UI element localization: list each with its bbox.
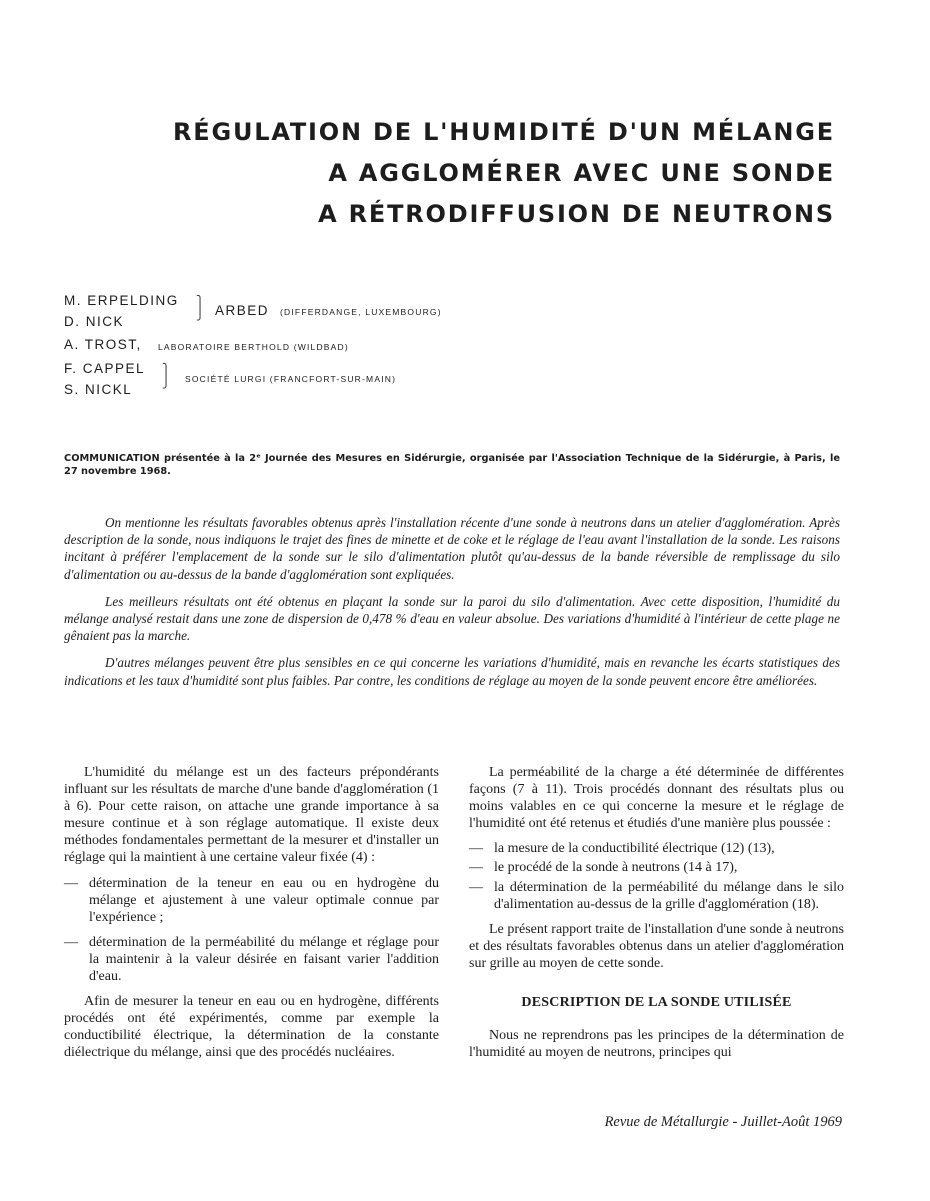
affiliation-berthold: LABORATOIRE BERTHOLD (WILDBAD) xyxy=(158,342,349,352)
abstract xyxy=(64,514,840,699)
abstract-paragraph: Les meilleurs résultats ont été obtenus en plaçant la sonde sur la paroi du silo d'alimentation. Avec cette disposition, l'humidité du mélange analysé restait dans une zone de dispersion de 0,478 % d'eau en valeur absolue. Des variations d'humidité à l'intérieur de cette plage ne gênaient pas la marche. xyxy=(64,593,840,644)
section-heading: DESCRIPTION DE LA SONDE UTILISÉE xyxy=(521,995,792,1011)
affiliation-arbed: ARBED xyxy=(215,303,270,318)
author-nickl: S. NICKL xyxy=(64,382,133,397)
list-item xyxy=(64,875,439,926)
list-item xyxy=(64,934,439,985)
title-line-2: A AGGLOMÉRER AVEC UNE SONDE xyxy=(328,159,835,187)
author-cappel: F. CAPPEL xyxy=(64,361,146,376)
dash-marker: — xyxy=(64,875,78,891)
author-erpelding: M. ERPELDING xyxy=(64,293,179,308)
brace-icon: ⎫ ⎭ xyxy=(162,363,171,389)
body-paragraph: L'humidité du mélange est un des facteurs prépondérants influant sur les résultats de marche d'une bande d'agglomération (1 à 6). Pour cette raison, on attache une grande importance à sa mesure continue et à son réglage automatique. Il existe deux méthodes fondamentales permettant de la mesurer et d'installer un réglage qui la maintient à une certaine valeur fixée (4) : xyxy=(64,765,439,866)
list-item xyxy=(469,879,844,913)
journal-footer: Revue de Métallurgie - Juillet-Août 1969 xyxy=(604,1114,842,1130)
article-title xyxy=(140,112,835,235)
list-item xyxy=(469,840,844,857)
list-item-text: détermination de la perméabilité du mélange et réglage pour la maintenir à la valeur désirée en faisant varier l'addition d'eau. xyxy=(89,934,439,985)
method-list xyxy=(64,875,439,986)
author-trost: A. TROST, xyxy=(64,337,142,352)
affiliation-arbed-place: (DIFFERDANGE, LUXEMBOURG) xyxy=(280,307,442,317)
body-paragraph: La perméabilité de la charge a été déterminée de différentes façons (7 à 11). Trois procédés donnant des résultats plus ou moins valables en ce qui concerne la mesure et le réglage de l'humidité ont été retenus et étudiés d'une manière plus poussée : xyxy=(469,765,844,832)
dash-marker: — xyxy=(469,879,483,895)
dash-marker: — xyxy=(469,860,483,876)
list-item xyxy=(469,859,844,876)
dash-marker: — xyxy=(64,934,78,950)
list-item-text: le procédé de la sonde à neutrons (14 à 17), xyxy=(494,860,738,876)
list-item-text: la mesure de la conductibilité électrique (12) (13), xyxy=(494,841,775,857)
author-nick: D. NICK xyxy=(64,314,125,329)
body-paragraph: Le présent rapport traite de l'installation d'une sonde à neutrons et des résultats favorables obtenus dans un atelier d'agglomération sur grille au moyen de cette sonde. xyxy=(469,921,844,971)
left-column xyxy=(64,764,439,1070)
title-line-1: RÉGULATION DE L'HUMIDITÉ D'UN MÉLANGE xyxy=(172,118,835,146)
title-line-3: A RÉTRODIFFUSION DE NEUTRONS xyxy=(318,200,835,228)
communication-note: COMMUNICATION présentée à la 2ᵉ Journée des Mesures en Sidérurgie, organisée par l'Association Technique de la Sidérurgie, à Paris, le 27 novembre 1968. xyxy=(64,453,840,477)
brace-icon: ⎫ ⎭ xyxy=(196,295,205,321)
affiliation-lurgi: SOCIÉTÉ LURGI (FRANCFORT-SUR-MAIN) xyxy=(185,374,397,384)
procedure-list xyxy=(469,840,844,912)
abstract-paragraph: D'autres mélanges peuvent être plus sensibles en ce qui concerne les variations d'humidité, mais en revanche les écarts statistiques des indications et les taux d'humidité sont plus faibles. Par contre, les conditions de réglage au moyen de la sonde peuvent encore être améliorées. xyxy=(64,655,840,688)
abstract-paragraph: On mentionne les résultats favorables obtenus après l'installation récente d'une sonde à neutrons dans un atelier d'agglomération. Après description de la sonde, nous indiquons le trajet des fines de minette et de coke et le réglage de l'eau avant l'installation de la sonde. Les raisons incitant à préférer l'emplacement de la sonde sur le silo d'alimentation plutôt qu'au-dessus de la bande réversible de remplissage du silo d'alimentation ou au-dessus de la bande d'agglomération sont expliquées. xyxy=(64,515,840,582)
list-item-text: la détermination de la perméabilité du mélange dans le silo d'alimentation au-dessus de la grille d'agglomération (18). xyxy=(494,879,844,912)
body-paragraph: Afin de mesurer la teneur en eau ou en hydrogène, différents procédés ont été expérimentés, comme par exemple la conductibilité électrique, la détermination de la constante diélectrique du mélange, ainsi que des procédés nucléaires. xyxy=(64,994,439,1061)
body-paragraph: Nous ne reprendrons pas les principes de la détermination de l'humidité au moyen de neutrons, principes qui xyxy=(469,1028,844,1061)
list-item-text: détermination de la teneur en eau ou en hydrogène du mélange et ajustement à une valeur optimale connue par l'expérience ; xyxy=(89,875,439,925)
dash-marker: — xyxy=(469,841,483,857)
right-column xyxy=(469,764,844,1069)
